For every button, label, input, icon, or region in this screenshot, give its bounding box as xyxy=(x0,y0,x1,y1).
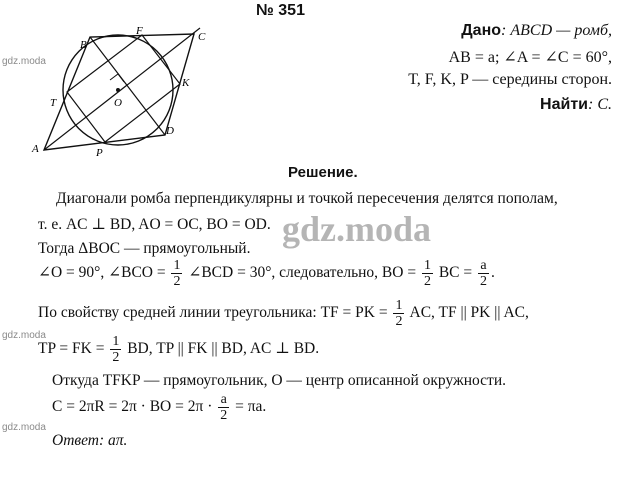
denominator: 2 xyxy=(112,350,120,365)
text: ∠BCD = 30°, следовательно, BO = xyxy=(188,264,417,282)
text: BD, TP || FK || BD, AC ⊥ BD. xyxy=(127,340,320,358)
label-p: P xyxy=(96,147,103,159)
solution-line-7: Откуда TFKP — прямоугольник, O — центр описанной окружности. xyxy=(52,372,506,389)
solution-line-1: Диагонали ромба перпендикулярны и точкой пересечения делятся пополам, xyxy=(56,190,558,207)
fraction-half xyxy=(422,258,433,289)
problem-number: № 351 xyxy=(256,2,305,19)
numerator: 1 xyxy=(395,298,403,313)
solution-line-3: Тогда ΔBOC — прямоугольный. xyxy=(38,240,251,257)
numerator: a xyxy=(478,258,489,274)
given-line-1 xyxy=(461,22,612,40)
solution-line-8 xyxy=(52,392,266,423)
solution-heading: Решение. xyxy=(288,164,358,181)
diagonal-ac xyxy=(44,28,200,150)
label-d: D xyxy=(166,125,174,137)
watermark-small: gdz.moda xyxy=(2,56,46,67)
given-label: Дано xyxy=(461,22,502,39)
label-b: B xyxy=(80,39,87,51)
given-line-3: T, F, K, P — середины сторон. xyxy=(408,71,612,88)
denominator: 2 xyxy=(480,274,487,289)
solution-line-2: т. е. AC ⊥ BD, AO = OC, BO = OD. xyxy=(38,216,271,233)
label-f: F xyxy=(136,25,143,37)
denominator: 2 xyxy=(395,314,403,329)
text: BC = xyxy=(438,264,473,282)
watermark-big: gdz.moda xyxy=(282,209,432,249)
fraction-half xyxy=(110,334,121,365)
given-text-1: : ABCD — ромб, xyxy=(501,22,612,39)
denominator: 2 xyxy=(220,408,228,423)
label-k: K xyxy=(182,77,190,89)
diagonal-bd xyxy=(90,37,165,135)
label-t: T xyxy=(50,97,57,109)
text: = πa. xyxy=(235,398,267,416)
label-c: C xyxy=(198,31,206,43)
center-point xyxy=(116,88,120,92)
solution-line-6 xyxy=(38,334,319,365)
find-label: Найти xyxy=(540,96,588,113)
rhombus-figure xyxy=(30,22,215,162)
find-value: : C. xyxy=(588,96,612,113)
fraction-a-half xyxy=(478,258,489,289)
numerator: 1 xyxy=(173,258,181,273)
text: . xyxy=(491,264,495,282)
label-a: A xyxy=(32,143,39,155)
text: TP = FK = xyxy=(38,340,105,358)
text: C = 2πR = 2π · BO = 2π · xyxy=(52,398,213,416)
fraction-half xyxy=(171,258,182,289)
denominator: 2 xyxy=(173,274,181,289)
find-line xyxy=(540,96,612,114)
text: ∠O = 90°, ∠BCO = xyxy=(38,264,166,282)
numerator: 1 xyxy=(423,258,431,273)
numerator: a xyxy=(218,392,229,408)
fraction-half xyxy=(393,298,404,329)
numerator: 1 xyxy=(112,334,120,349)
fraction-a-half xyxy=(218,392,229,423)
label-o: O xyxy=(114,97,122,109)
answer-label: Ответ xyxy=(52,432,99,449)
text: AC, TF || PK || AC, xyxy=(409,304,529,322)
solution-line-4 xyxy=(38,258,495,289)
answer-value: : aπ. xyxy=(98,432,128,449)
denominator: 2 xyxy=(423,274,431,289)
answer-line xyxy=(52,432,127,450)
solution-line-5 xyxy=(38,298,529,329)
text: По свойству средней линии треугольника: TF = PK = xyxy=(38,304,388,322)
watermark-small: gdz.moda xyxy=(2,422,46,433)
watermark-small: gdz.moda xyxy=(2,330,46,341)
given-line-2: AB = a; ∠A = ∠C = 60°, xyxy=(448,49,612,66)
